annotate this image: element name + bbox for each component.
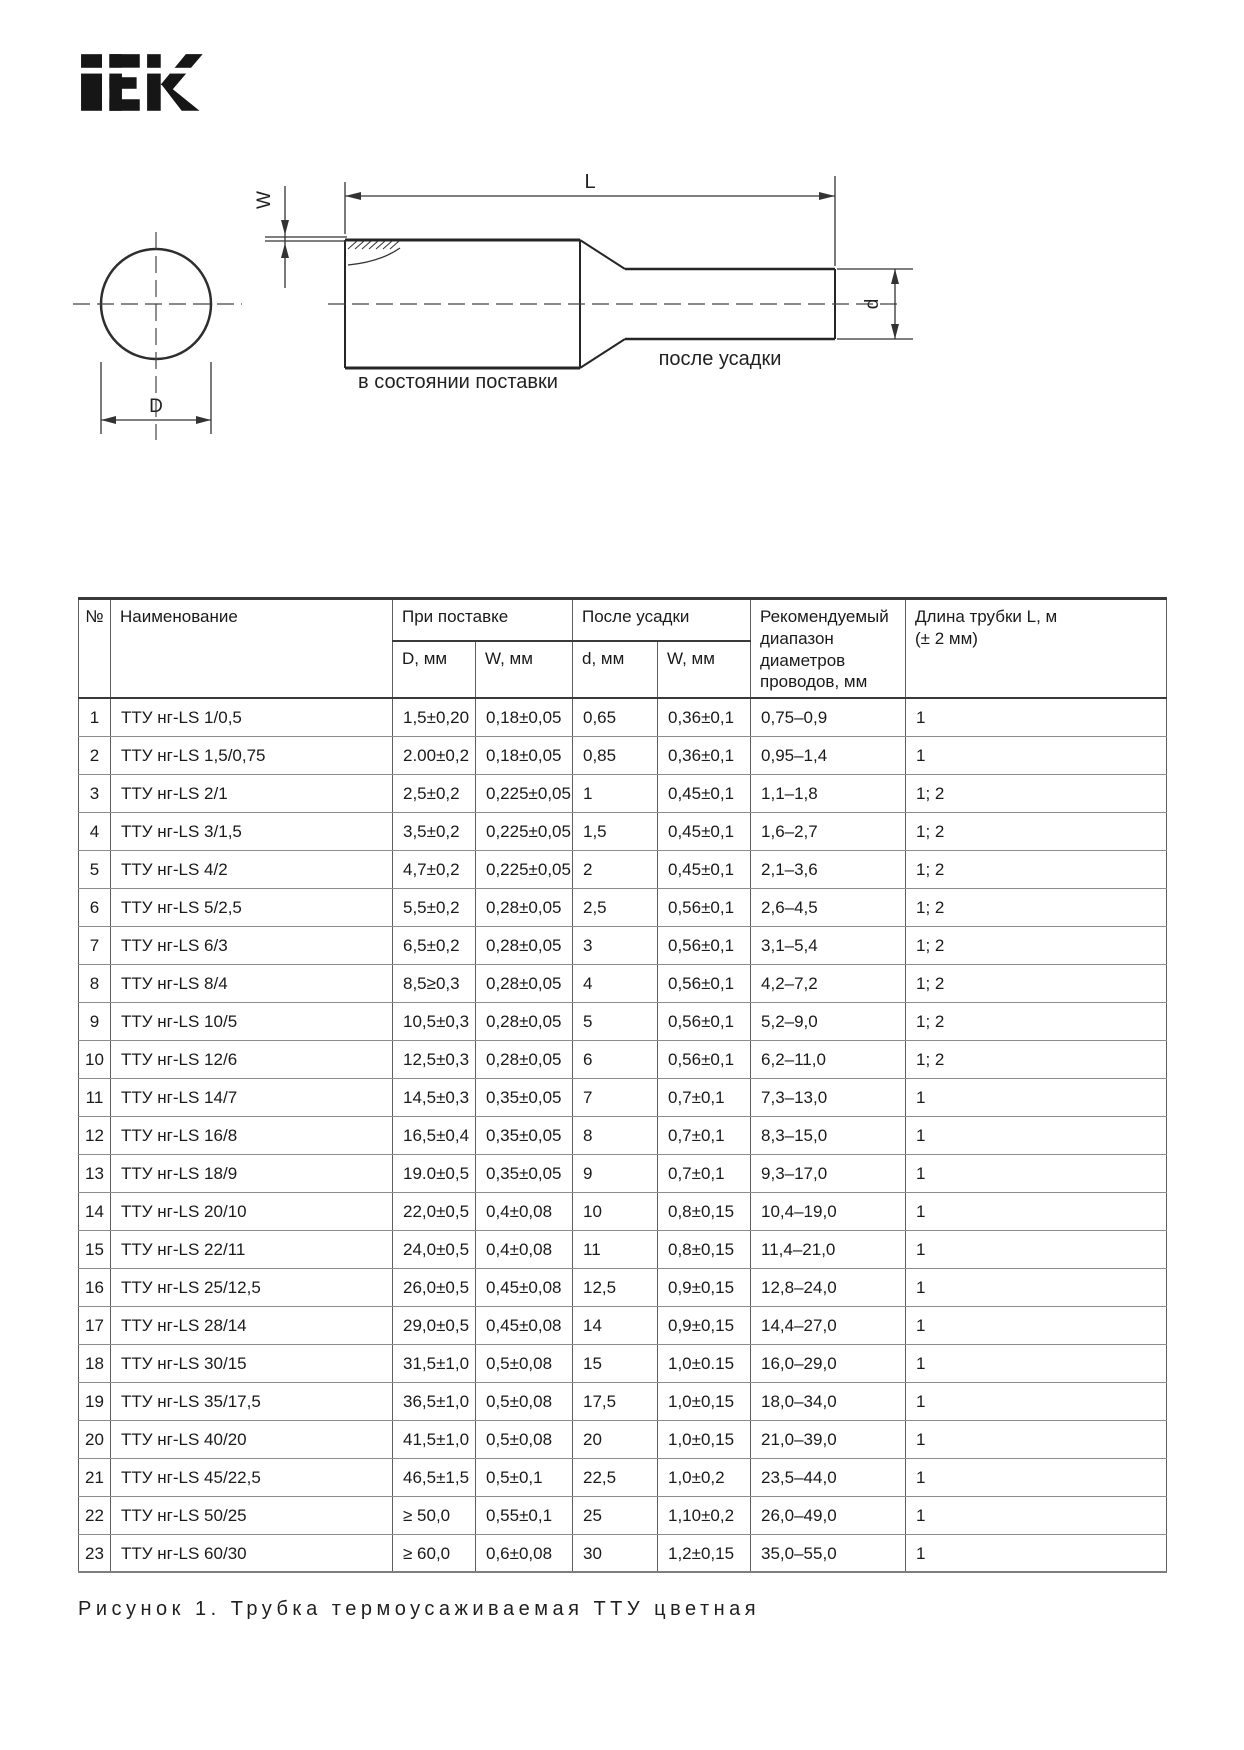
dim-label-L: L [584, 171, 596, 193]
cell-W1: 0,225±0,05 [476, 850, 573, 888]
cell-length: 1 [906, 736, 1167, 774]
cell-D: 24,0±0,5 [393, 1230, 476, 1268]
cell-length: 1 [906, 1458, 1167, 1496]
cell-d: 0,65 [573, 698, 658, 736]
cell-name: ТТУ нг-LS 10/5 [111, 1002, 393, 1040]
table-row [79, 1078, 1167, 1116]
cell-length: 1 [906, 1078, 1167, 1116]
cell-W1: 0,55±0,1 [476, 1496, 573, 1534]
cell-d: 5 [573, 1002, 658, 1040]
cell-d: 0,85 [573, 736, 658, 774]
header-wire-range-line3: проводов, мм [760, 672, 868, 692]
cell-d: 8 [573, 1116, 658, 1154]
table-row [79, 1154, 1167, 1192]
cell-W1: 0,5±0,1 [476, 1458, 573, 1496]
header-tube-length-line1: Длина трубки L, м [915, 607, 1058, 626]
header-num: № [79, 599, 111, 699]
cell-D: 8,5≥0,3 [393, 964, 476, 1002]
cell-name: ТТУ нг-LS 3/1,5 [111, 812, 393, 850]
cell-num: 7 [79, 926, 111, 964]
header-group-shrink: После усадки [573, 599, 751, 641]
cell-D: ≥ 50,0 [393, 1496, 476, 1534]
cell-W2: 1,0±0,15 [658, 1420, 751, 1458]
cell-D: 36,5±1,0 [393, 1382, 476, 1420]
cell-length: 1 [906, 1230, 1167, 1268]
table-row [79, 1116, 1167, 1154]
table-row [79, 1192, 1167, 1230]
cell-W2: 0,7±0,1 [658, 1116, 751, 1154]
cell-W2: 1,2±0,15 [658, 1534, 751, 1572]
cell-W2: 0,36±0,1 [658, 736, 751, 774]
cell-W1: 0,45±0,08 [476, 1268, 573, 1306]
cell-name: ТТУ нг-LS 22/11 [111, 1230, 393, 1268]
cell-W2: 0,8±0,15 [658, 1192, 751, 1230]
cell-name: ТТУ нг-LS 30/15 [111, 1344, 393, 1382]
cell-d: 20 [573, 1420, 658, 1458]
iek-logo [80, 52, 210, 114]
cell-W1: 0,5±0,08 [476, 1382, 573, 1420]
cell-W2: 1,0±0,2 [658, 1458, 751, 1496]
cell-range: 14,4–27,0 [751, 1306, 906, 1344]
cell-W2: 0,9±0,15 [658, 1268, 751, 1306]
cell-name: ТТУ нг-LS 25/12,5 [111, 1268, 393, 1306]
cell-W2: 0,45±0,1 [658, 774, 751, 812]
table-row [79, 774, 1167, 812]
cell-d: 4 [573, 964, 658, 1002]
table-row [79, 1496, 1167, 1534]
cell-name: ТТУ нг-LS 5/2,5 [111, 888, 393, 926]
tube-diagram [70, 148, 920, 463]
cell-name: ТТУ нг-LS 28/14 [111, 1306, 393, 1344]
cell-num: 1 [79, 698, 111, 736]
header-tube-length-line2: (± 2 мм) [915, 628, 978, 648]
header-tube-length [906, 599, 1167, 699]
header-wire-range-line1: Рекомендуемый [760, 607, 889, 626]
cell-range: 0,95–1,4 [751, 736, 906, 774]
table-row [79, 926, 1167, 964]
dim-label-W: W [254, 191, 275, 209]
cell-range: 6,2–11,0 [751, 1040, 906, 1078]
cell-D: 2,5±0,2 [393, 774, 476, 812]
cell-range: 11,4–21,0 [751, 1230, 906, 1268]
cell-num: 10 [79, 1040, 111, 1078]
cell-D: 31,5±1,0 [393, 1344, 476, 1382]
header-wire-range-line2: диапазон диаметров [760, 628, 846, 670]
figure-caption: Рисунок 1. Трубка термоусаживаемая ТТУ цветная [78, 1598, 761, 1620]
cell-name: ТТУ нг-LS 35/17,5 [111, 1382, 393, 1420]
spec-table [78, 597, 1167, 1573]
cell-name: ТТУ нг-LS 1,5/0,75 [111, 736, 393, 774]
cell-length: 1 [906, 1420, 1167, 1458]
cell-W1: 0,225±0,05 [476, 774, 573, 812]
cell-range: 10,4–19,0 [751, 1192, 906, 1230]
cell-d: 2,5 [573, 888, 658, 926]
cell-d: 15 [573, 1344, 658, 1382]
cell-name: ТТУ нг-LS 14/7 [111, 1078, 393, 1116]
wall-hatching [348, 241, 399, 249]
cell-W2: 0,45±0,1 [658, 850, 751, 888]
cell-range: 4,2–7,2 [751, 964, 906, 1002]
cell-W1: 0,28±0,05 [476, 1040, 573, 1078]
cell-D: 3,5±0,2 [393, 812, 476, 850]
cell-d: 10 [573, 1192, 658, 1230]
cell-name: ТТУ нг-LS 20/10 [111, 1192, 393, 1230]
cell-range: 9,3–17,0 [751, 1154, 906, 1192]
cell-range: 0,75–0,9 [751, 698, 906, 736]
cell-D: 1,5±0,20 [393, 698, 476, 736]
cell-name: ТТУ нг-LS 6/3 [111, 926, 393, 964]
cell-W2: 0,56±0,1 [658, 1002, 751, 1040]
cell-range: 35,0–55,0 [751, 1534, 906, 1572]
cell-length: 1 [906, 1192, 1167, 1230]
cell-d: 2 [573, 850, 658, 888]
table-row [79, 888, 1167, 926]
cell-d: 14 [573, 1306, 658, 1344]
table-row [79, 964, 1167, 1002]
header-col-d: d, мм [573, 641, 658, 698]
cell-W2: 0,9±0,15 [658, 1306, 751, 1344]
cell-W2: 0,56±0,1 [658, 926, 751, 964]
cell-d: 30 [573, 1534, 658, 1572]
cell-num: 11 [79, 1078, 111, 1116]
cell-D: 10,5±0,3 [393, 1002, 476, 1040]
cell-num: 20 [79, 1420, 111, 1458]
cell-num: 8 [79, 964, 111, 1002]
cell-num: 4 [79, 812, 111, 850]
cell-D: ≥ 60,0 [393, 1534, 476, 1572]
cell-D: 6,5±0,2 [393, 926, 476, 964]
cell-num: 15 [79, 1230, 111, 1268]
cell-W2: 0,36±0,1 [658, 698, 751, 736]
cell-name: ТТУ нг-LS 1/0,5 [111, 698, 393, 736]
cell-length: 1; 2 [906, 850, 1167, 888]
cell-d: 9 [573, 1154, 658, 1192]
cell-name: ТТУ нг-LS 45/22,5 [111, 1458, 393, 1496]
cell-W2: 0,7±0,1 [658, 1154, 751, 1192]
cell-length: 1 [906, 1496, 1167, 1534]
cell-W1: 0,18±0,05 [476, 736, 573, 774]
table-row [79, 1344, 1167, 1382]
cell-name: ТТУ нг-LS 60/30 [111, 1534, 393, 1572]
cell-range: 21,0–39,0 [751, 1420, 906, 1458]
cell-W1: 0,28±0,05 [476, 926, 573, 964]
table-row [79, 1040, 1167, 1078]
cell-range: 5,2–9,0 [751, 1002, 906, 1040]
cell-range: 1,6–2,7 [751, 812, 906, 850]
cell-length: 1 [906, 1534, 1167, 1572]
cell-D: 41,5±1,0 [393, 1420, 476, 1458]
cell-num: 23 [79, 1534, 111, 1572]
header-col-W-shrink: W, мм [658, 641, 751, 698]
cell-W2: 0,56±0,1 [658, 964, 751, 1002]
cell-W2: 0,45±0,1 [658, 812, 751, 850]
cell-num: 12 [79, 1116, 111, 1154]
cell-W1: 0,4±0,08 [476, 1230, 573, 1268]
cell-name: ТТУ нг-LS 16/8 [111, 1116, 393, 1154]
cell-W1: 0,5±0,08 [476, 1420, 573, 1458]
cell-name: ТТУ нг-LS 4/2 [111, 850, 393, 888]
cell-num: 9 [79, 1002, 111, 1040]
cell-D: 12,5±0,3 [393, 1040, 476, 1078]
cell-W1: 0,45±0,08 [476, 1306, 573, 1344]
cut-wall-curve [348, 248, 400, 265]
table-row [79, 812, 1167, 850]
cell-range: 1,1–1,8 [751, 774, 906, 812]
cell-W1: 0,18±0,05 [476, 698, 573, 736]
cell-d: 11 [573, 1230, 658, 1268]
cell-d: 17,5 [573, 1382, 658, 1420]
cell-range: 2,6–4,5 [751, 888, 906, 926]
cell-W1: 0,6±0,08 [476, 1534, 573, 1572]
table-row [79, 1534, 1167, 1572]
cell-d: 22,5 [573, 1458, 658, 1496]
header-col-D: D, мм [393, 641, 476, 698]
cell-range: 8,3–15,0 [751, 1116, 906, 1154]
cell-range: 2,1–3,6 [751, 850, 906, 888]
cell-range: 12,8–24,0 [751, 1268, 906, 1306]
table-row [79, 1230, 1167, 1268]
cell-W1: 0,28±0,05 [476, 888, 573, 926]
cell-num: 5 [79, 850, 111, 888]
label-delivered-state: в состоянии поставки [358, 371, 558, 393]
cell-D: 26,0±0,5 [393, 1268, 476, 1306]
cell-W2: 1,0±0.15 [658, 1344, 751, 1382]
cell-W1: 0,5±0,08 [476, 1344, 573, 1382]
cell-D: 22,0±0,5 [393, 1192, 476, 1230]
cell-length: 1; 2 [906, 1040, 1167, 1078]
cell-num: 17 [79, 1306, 111, 1344]
cell-length: 1 [906, 1306, 1167, 1344]
spec-table-container [78, 597, 1166, 1573]
cell-num: 2 [79, 736, 111, 774]
cell-D: 2.00±0,2 [393, 736, 476, 774]
cell-range: 3,1–5,4 [751, 926, 906, 964]
cell-d: 7 [573, 1078, 658, 1116]
cell-num: 13 [79, 1154, 111, 1192]
cell-name: ТТУ нг-LS 40/20 [111, 1420, 393, 1458]
cell-range: 23,5–44,0 [751, 1458, 906, 1496]
cell-num: 18 [79, 1344, 111, 1382]
cell-W1: 0,28±0,05 [476, 964, 573, 1002]
cell-name: ТТУ нг-LS 50/25 [111, 1496, 393, 1534]
header-wire-range [751, 599, 906, 699]
cell-num: 22 [79, 1496, 111, 1534]
cell-D: 4,7±0,2 [393, 850, 476, 888]
cell-W1: 0,4±0,08 [476, 1192, 573, 1230]
spec-table-body [79, 698, 1167, 1572]
table-row [79, 698, 1167, 736]
cell-W2: 0,56±0,1 [658, 1040, 751, 1078]
cell-length: 1; 2 [906, 1002, 1167, 1040]
header-col-W-delivery: W, мм [476, 641, 573, 698]
cell-W2: 0,56±0,1 [658, 888, 751, 926]
cell-length: 1 [906, 1154, 1167, 1192]
cell-length: 1; 2 [906, 888, 1167, 926]
table-row [79, 1458, 1167, 1496]
cell-num: 21 [79, 1458, 111, 1496]
cell-d: 25 [573, 1496, 658, 1534]
cell-name: ТТУ нг-LS 2/1 [111, 774, 393, 812]
cell-W2: 0,8±0,15 [658, 1230, 751, 1268]
cell-length: 1; 2 [906, 774, 1167, 812]
cell-d: 6 [573, 1040, 658, 1078]
cell-range: 7,3–13,0 [751, 1078, 906, 1116]
table-row [79, 736, 1167, 774]
cell-length: 1 [906, 1382, 1167, 1420]
cell-length: 1 [906, 1344, 1167, 1382]
cell-W2: 0,7±0,1 [658, 1078, 751, 1116]
cell-num: 14 [79, 1192, 111, 1230]
cell-D: 5,5±0,2 [393, 888, 476, 926]
cell-D: 46,5±1,5 [393, 1458, 476, 1496]
table-row [79, 1382, 1167, 1420]
cell-name: ТТУ нг-LS 18/9 [111, 1154, 393, 1192]
cell-range: 26,0–49,0 [751, 1496, 906, 1534]
cell-W1: 0,28±0,05 [476, 1002, 573, 1040]
cell-length: 1 [906, 698, 1167, 736]
cell-length: 1; 2 [906, 812, 1167, 850]
cell-D: 29,0±0,5 [393, 1306, 476, 1344]
dim-label-D: D [149, 396, 163, 417]
cell-D: 16,5±0,4 [393, 1116, 476, 1154]
header-name: Наименование [111, 599, 393, 699]
cell-num: 6 [79, 888, 111, 926]
cell-range: 18,0–34,0 [751, 1382, 906, 1420]
header-group-delivery: При поставке [393, 599, 573, 641]
cell-d: 3 [573, 926, 658, 964]
label-shrunk-state: после усадки [658, 348, 782, 370]
cell-num: 3 [79, 774, 111, 812]
cell-num: 19 [79, 1382, 111, 1420]
cell-length: 1; 2 [906, 964, 1167, 1002]
cell-d: 1,5 [573, 812, 658, 850]
cell-length: 1 [906, 1268, 1167, 1306]
cell-D: 19.0±0,5 [393, 1154, 476, 1192]
table-row [79, 1306, 1167, 1344]
dim-label-d: d [862, 298, 883, 310]
cell-range: 16,0–29,0 [751, 1344, 906, 1382]
table-row [79, 1420, 1167, 1458]
cell-W1: 0,35±0,05 [476, 1078, 573, 1116]
cell-d: 12,5 [573, 1268, 658, 1306]
table-row [79, 1002, 1167, 1040]
table-row [79, 1268, 1167, 1306]
cell-name: ТТУ нг-LS 12/6 [111, 1040, 393, 1078]
cell-W1: 0,35±0,05 [476, 1154, 573, 1192]
header-row-groups [79, 599, 1167, 641]
cell-W2: 1,0±0,15 [658, 1382, 751, 1420]
cell-W1: 0,225±0,05 [476, 812, 573, 850]
cell-num: 16 [79, 1268, 111, 1306]
cell-D: 14,5±0,3 [393, 1078, 476, 1116]
table-row [79, 850, 1167, 888]
cell-length: 1; 2 [906, 926, 1167, 964]
cell-d: 1 [573, 774, 658, 812]
cell-W1: 0,35±0,05 [476, 1116, 573, 1154]
cell-name: ТТУ нг-LS 8/4 [111, 964, 393, 1002]
cell-W2: 1,10±0,2 [658, 1496, 751, 1534]
cell-length: 1 [906, 1116, 1167, 1154]
